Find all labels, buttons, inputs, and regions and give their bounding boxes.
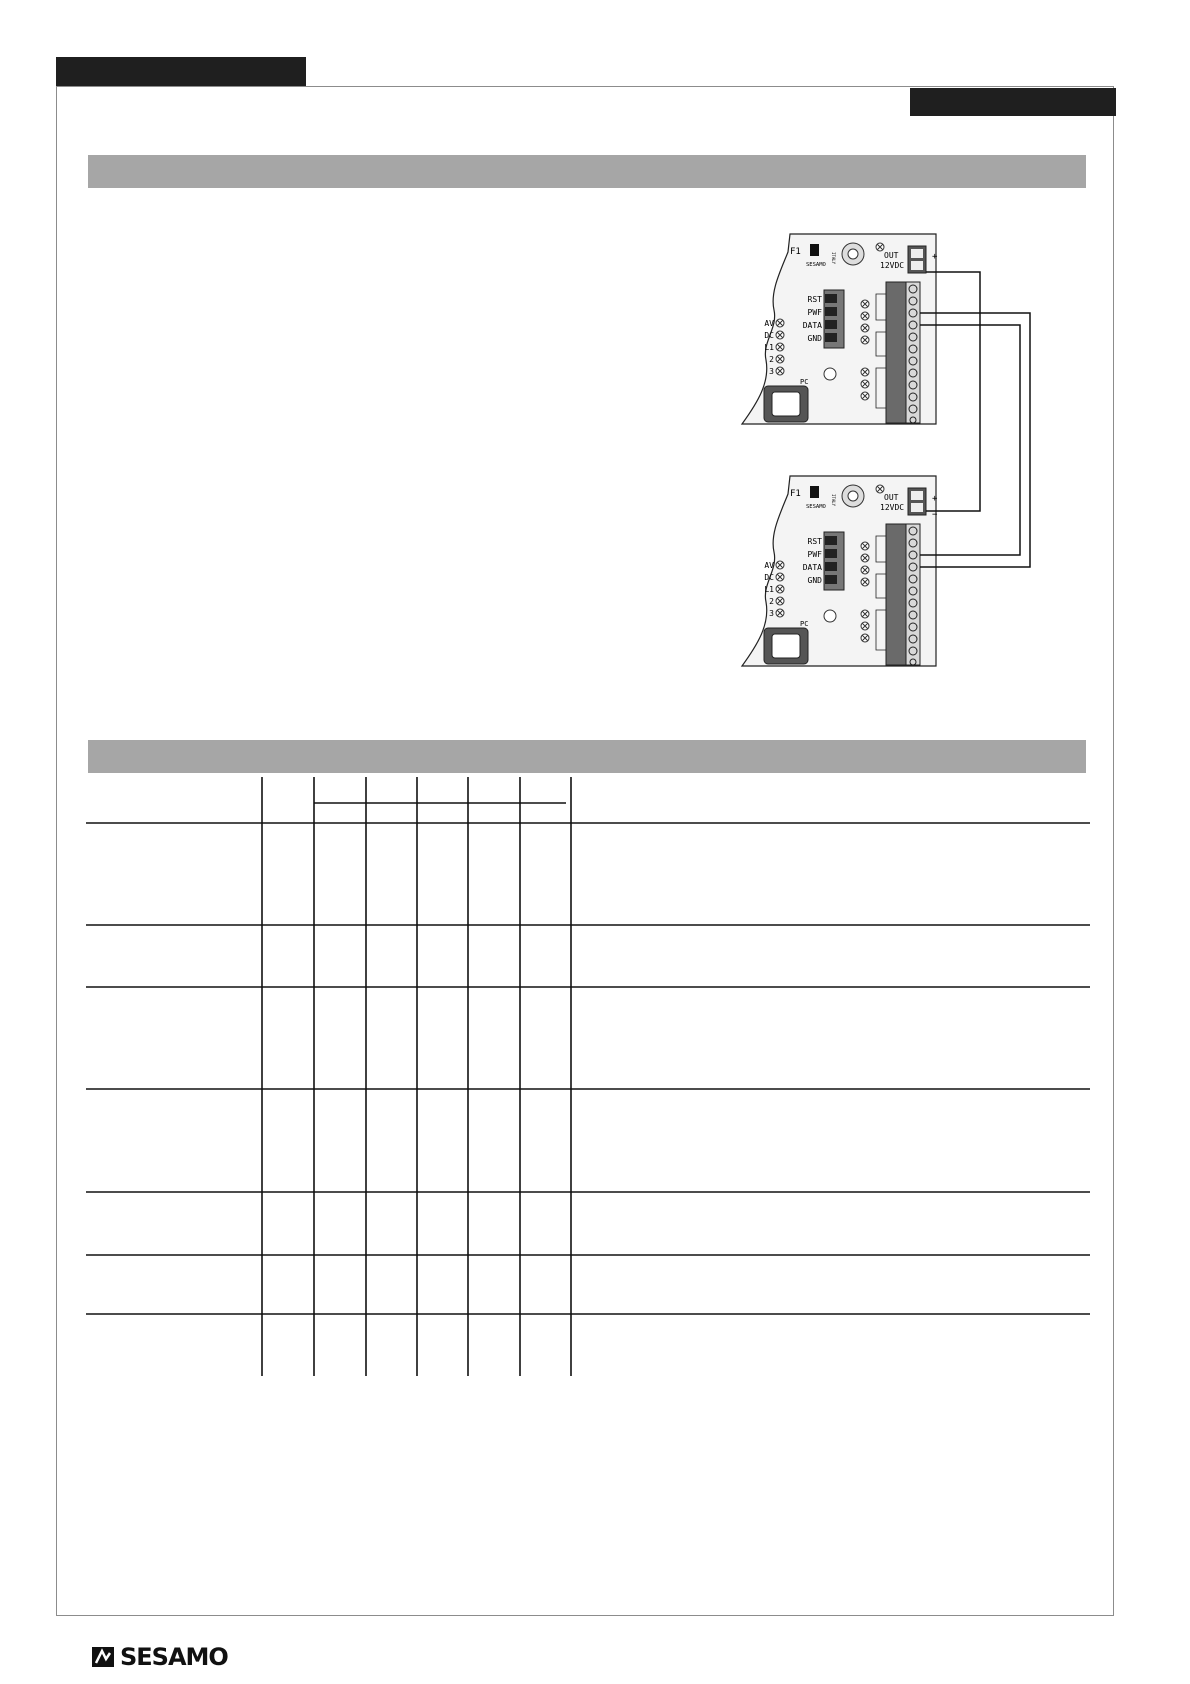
minus-label: − — [932, 510, 938, 520]
origin-label: ITALY — [831, 494, 836, 507]
section-header-bar-2 — [88, 740, 1086, 773]
pin-label: PWF — [807, 550, 822, 559]
fuse-label: F1 — [790, 489, 801, 499]
brand-mark-icon — [810, 244, 819, 256]
section-header-bar-1 — [88, 155, 1086, 188]
voltage-label: 12VDC — [880, 503, 905, 512]
pin-label: PWF — [807, 308, 822, 317]
led-label: AV — [764, 319, 774, 328]
board-bottom — [742, 476, 938, 666]
led-label: 3 — [769, 367, 774, 376]
led-icon — [876, 243, 884, 251]
led-label: 3 — [769, 609, 774, 618]
terminal-block — [886, 282, 906, 423]
terminal-screw-icons — [906, 282, 920, 423]
led-label: DC — [764, 331, 774, 340]
spec-table-grid — [86, 777, 1090, 1382]
pin-label: DATA — [802, 321, 822, 330]
voltage-label: 12VDC — [880, 261, 905, 270]
pin-label: RST — [807, 295, 822, 304]
brand-mark-icon — [90, 1645, 116, 1669]
pin-label: RST — [807, 537, 822, 546]
plus-label: + — [932, 494, 938, 504]
brand-label: SESAMO — [806, 504, 826, 510]
led-label: DC — [764, 573, 774, 582]
mounting-hole-icon — [824, 610, 836, 622]
out-label: OUT — [884, 493, 899, 502]
led-label: L1 — [764, 585, 774, 594]
led-label: 2 — [769, 355, 774, 364]
origin-label: ITALY — [831, 252, 836, 265]
brand-label: SESAMO — [806, 262, 826, 268]
out-label: OUT — [884, 251, 899, 260]
terminal-screw-icons — [906, 524, 920, 665]
wiring-diagram — [740, 232, 1050, 682]
led-label: AV — [764, 561, 774, 570]
footer-brand-label: SESAMO — [120, 1643, 228, 1671]
led-label: 2 — [769, 597, 774, 606]
header-tab-right — [910, 88, 1116, 116]
board-top — [742, 234, 938, 424]
pin-label: DATA — [802, 563, 822, 572]
minus-label: − — [932, 268, 938, 278]
fuse-label: F1 — [790, 247, 801, 257]
pc-label: PC — [800, 620, 809, 628]
header-tab-left — [56, 57, 306, 86]
plus-label: + — [932, 252, 938, 262]
footer-logo — [90, 1642, 228, 1672]
pin-label: GND — [807, 334, 822, 343]
brand-mark-icon — [810, 486, 819, 498]
led-label: L1 — [764, 343, 774, 352]
mounting-hole-icon — [824, 368, 836, 380]
pin-label: GND — [807, 576, 822, 585]
pc-label: PC — [800, 378, 809, 386]
terminal-block — [886, 524, 906, 665]
led-icon — [876, 485, 884, 493]
